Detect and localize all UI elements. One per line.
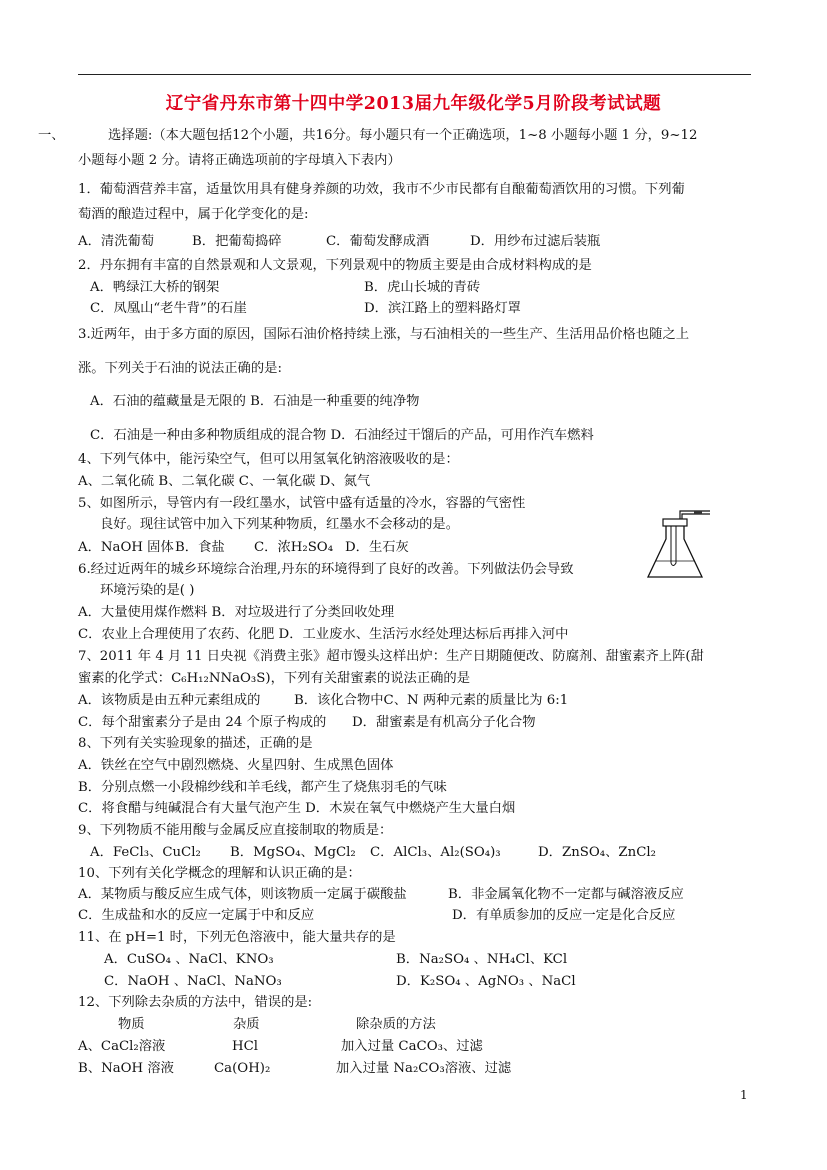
- q3-options-ab: A．石油的蕴藏量是无限的 B．石油是一种重要的纯净物: [90, 394, 420, 409]
- q12-header-impurity: 杂质: [233, 1017, 260, 1032]
- q9-option-b: B．MgSO₄、MgCl₂: [230, 845, 356, 860]
- q4-stem: 4、下列气体中，能污染空气，但可以用氢氧化钠溶液吸收的是：: [78, 452, 459, 467]
- q7-stem-line1: 7、2011 年 4 月 11 日央视《消费主张》超市馒头这样出炉：生产日期随便改、防腐剂、甜蜜素齐上阵(甜: [78, 649, 704, 664]
- q2-stem: 2．丹东拥有丰富的自然景观和人文景观，下列景观中的物质主要是由合成材料构成的是: [78, 258, 592, 273]
- q7-option-d: D．甜蜜素是有机高分子化合物: [352, 715, 536, 730]
- q11-stem: 11、在 pH=1 时，下列无色溶液中，能大量共存的是: [78, 930, 396, 945]
- header-rule: [78, 74, 751, 75]
- page-title: 辽宁省丹东市第十四中学2013届九年级化学5月阶段考试试题: [165, 94, 662, 114]
- q12-stem: 12、下列除去杂质的方法中，错误的是:: [78, 995, 313, 1010]
- q2-option-b: B．虎山长城的青砖: [364, 280, 481, 295]
- q2-option-c: C．凤凰山“老牛背”的石崖: [90, 301, 247, 316]
- q6-options-cd: C．农业上合理使用了农药、化肥 D．工业废水、生活污水经处理达标后再排入河中: [78, 627, 569, 642]
- q8-stem: 8、下列有关实验现象的描述，正确的是: [78, 736, 313, 751]
- q1-stem-line2: 萄酒的酿造过程中，属于化学变化的是:: [78, 207, 309, 222]
- q10-option-d: D．有单质参加的反应一定是化合反应: [452, 908, 676, 923]
- q7-stem-line2: 蜜素的化学式：C₆H₁₂NNaO₃S)，下列有关甜蜜素的说法正确的是: [78, 671, 471, 686]
- section-number: 一、: [38, 128, 65, 143]
- q3-options-cd: C．石油是一种由多种物质组成的混合物 D．石油经过干馏后的产品，可用作汽车燃料: [90, 428, 594, 443]
- q10-option-c: C．生成盐和水的反应一定属于中和反应: [78, 908, 315, 923]
- q8-option-b: B．分别点燃一小段棉纱线和羊毛线，都产生了烧焦羽毛的气味: [78, 780, 447, 795]
- q6-stem-line2: 环境污染的是( ): [100, 583, 195, 598]
- q4-options: A、二氧化硫 B、二氧化碳 C、一氧化碳 D、氮气: [78, 474, 371, 489]
- q2-option-d: D．滨江路上的塑料路灯罩: [364, 301, 521, 316]
- q1-option-d: D．用纱布过滤后装瓶: [470, 234, 601, 249]
- q8-options-cd: C．将食醋与纯碱混合有大量气泡产生 D．木炭在氧气中燃烧产生大量白烟: [78, 801, 516, 816]
- q11-option-b: B．Na₂SO₄ 、NH₄Cl、KCl: [396, 952, 568, 967]
- q9-option-d: D．ZnSO₄、ZnCl₂: [538, 845, 656, 860]
- q12-header-substance: 物质: [118, 1017, 145, 1032]
- q11-option-c: C．NaOH 、NaCl、NaNO₃: [104, 974, 282, 989]
- q9-option-c: C．AlCl₃、Al₂(SO₄)₃: [370, 845, 501, 860]
- q1-option-a: A．清洗葡萄: [78, 234, 155, 249]
- q3-stem-line2: 涨。下列关于石油的说法正确的是:: [78, 361, 282, 376]
- q12-header-method: 除杂质的方法: [356, 1017, 436, 1032]
- q10-option-b: B．非金属氧化物不一定都与碱溶液反应: [448, 887, 684, 902]
- q2-option-a: A．鸭绿江大桥的钢架: [90, 280, 220, 295]
- q7-option-c: C．每个甜蜜素分子是由 24 个原子构成的: [78, 715, 327, 730]
- q7-option-a: A．该物质是由五种元素组成的: [78, 693, 261, 708]
- q7-option-b: B．该化合物中C、N 两种元素的质量比为 6:1: [294, 693, 569, 708]
- q8-option-a: A．铁丝在空气中剧烈燃烧、火星四射、生成黑色固体: [78, 758, 394, 773]
- q1-stem-line1: 1．葡萄酒营养丰富，适量饮用具有健身养颜的功效，我市不少市民都有自酿葡萄酒饮用的习惯。下列葡: [78, 182, 685, 197]
- q12-row-a-method: 加入过量 CaCO₃、过滤: [341, 1039, 483, 1054]
- q12-row-b-method: 加入过量 Na₂CO₃溶液、过滤: [336, 1061, 512, 1076]
- q9-option-a: A．FeCl₃、CuCl₂: [90, 845, 201, 860]
- q3-stem-line1: 3.近两年，由于多方面的原因，国际石油价格持续上涨，与石油相关的一些生产、生活用品价格也随之上: [78, 327, 690, 342]
- q12-row-a-substance: A、CaCl₂溶液: [78, 1039, 166, 1054]
- q9-stem: 9、下列物质不能用酸与金属反应直接制取的物质是：: [78, 823, 393, 838]
- q6-stem-line1: 6.经过近两年的城乡环境综合治理,丹东的环境得到了良好的改善。下列做法仍会导致: [78, 562, 574, 577]
- q11-option-a: A．CuSO₄ 、NaCl、KNO₃: [104, 952, 274, 967]
- q11-option-d: D．K₂SO₄ 、AgNO₃ 、NaCl: [396, 974, 576, 989]
- q5-stem-line2: 良好。现往试管中加入下列某种物质，红墨水不会移动的是。: [100, 517, 460, 532]
- q5-option-c: C．浓H₂SO₄: [254, 540, 334, 555]
- q12-row-b-impurity: Ca(OH)₂: [214, 1061, 271, 1076]
- q5-option-a: A．NaOH 固体: [78, 540, 174, 555]
- q12-row-a-impurity: HCl: [232, 1039, 259, 1054]
- q5-option-d: D．生石灰: [345, 540, 409, 555]
- q10-stem: 10、下列有关化学概念的理解和认识正确的是：: [78, 866, 361, 881]
- page-number: 1: [740, 1088, 748, 1102]
- q12-row-b-substance: B、NaOH 溶液: [78, 1061, 174, 1076]
- q5-stem-line1: 5、如图所示，导管内有一段红墨水，试管中盛有适量的冷水，容器的气密性: [78, 496, 526, 511]
- q10-option-a: A．某物质与酸反应生成气体，则该物质一定属于碳酸盐: [78, 887, 407, 902]
- q5-option-b: B．食盐: [175, 540, 225, 555]
- q1-option-c: C．葡萄发酵成酒: [326, 234, 430, 249]
- section-instructions-line1: 选择题:（本大题包括12个小题，共16分。每小题只有一个正确选项，1~8 小题每小题 1 分，9~12: [108, 128, 698, 143]
- q1-option-b: B．把葡萄捣碎: [192, 234, 282, 249]
- q6-options-ab: A．大量使用煤作燃料 B．对垃圾进行了分类回收处理: [78, 605, 395, 620]
- flask-apparatus-figure: [636, 505, 712, 583]
- section-instructions-line2: 小题每小题 2 分。请将正确选项前的字母填入下表内）: [78, 153, 401, 168]
